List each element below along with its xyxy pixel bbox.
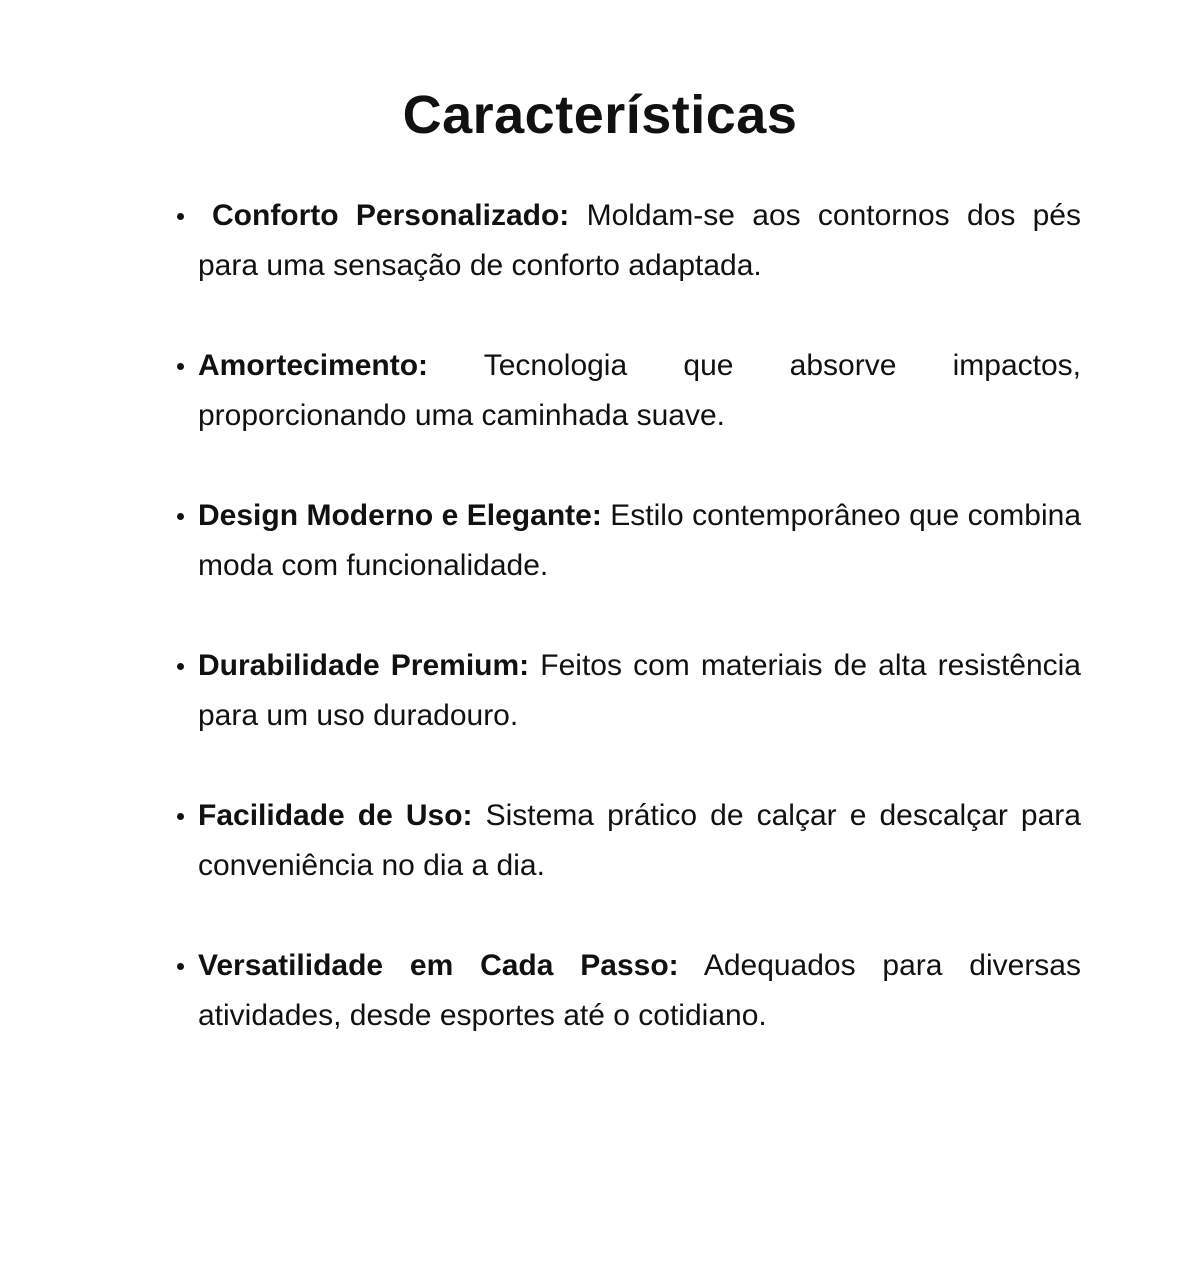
feature-text: Adequados para diversas atividades, desde esportes até o cotidiano.	[198, 949, 1081, 1032]
page-title: Características	[402, 85, 798, 145]
feature-text: Moldam-se aos contornos dos pés para uma sensação de conforto adaptada.	[198, 199, 1081, 282]
feature-text: Estilo contemporâneo que combina moda com funcionalidade.	[198, 499, 1082, 582]
feature-item-design	[198, 491, 1081, 591]
feature-label: Design Moderno e Elegante:	[198, 499, 602, 532]
feature-label: Versatilidade em Cada Passo:	[198, 949, 679, 982]
feature-list	[198, 191, 1081, 1041]
feature-label: Conforto Personalizado:	[212, 199, 570, 232]
feature-item-versatilidade	[198, 941, 1081, 1041]
feature-text: Feitos com materiais de alta resistência para um uso duradouro.	[198, 649, 1081, 732]
feature-text: Tecnologia que absorve impactos, proporcionando uma caminhada suave.	[198, 349, 1081, 432]
feature-item-amortecimento	[198, 341, 1081, 441]
feature-item-durabilidade	[198, 641, 1081, 741]
feature-label: Amortecimento:	[198, 349, 429, 382]
feature-label: Facilidade de Uso:	[198, 799, 473, 832]
feature-text: Sistema prático de calçar e descalçar para conveniência no dia a dia.	[198, 799, 1081, 882]
feature-item-facilidade	[198, 791, 1081, 891]
feature-label: Durabilidade Premium:	[198, 649, 530, 682]
feature-item-conforto	[198, 191, 1081, 291]
